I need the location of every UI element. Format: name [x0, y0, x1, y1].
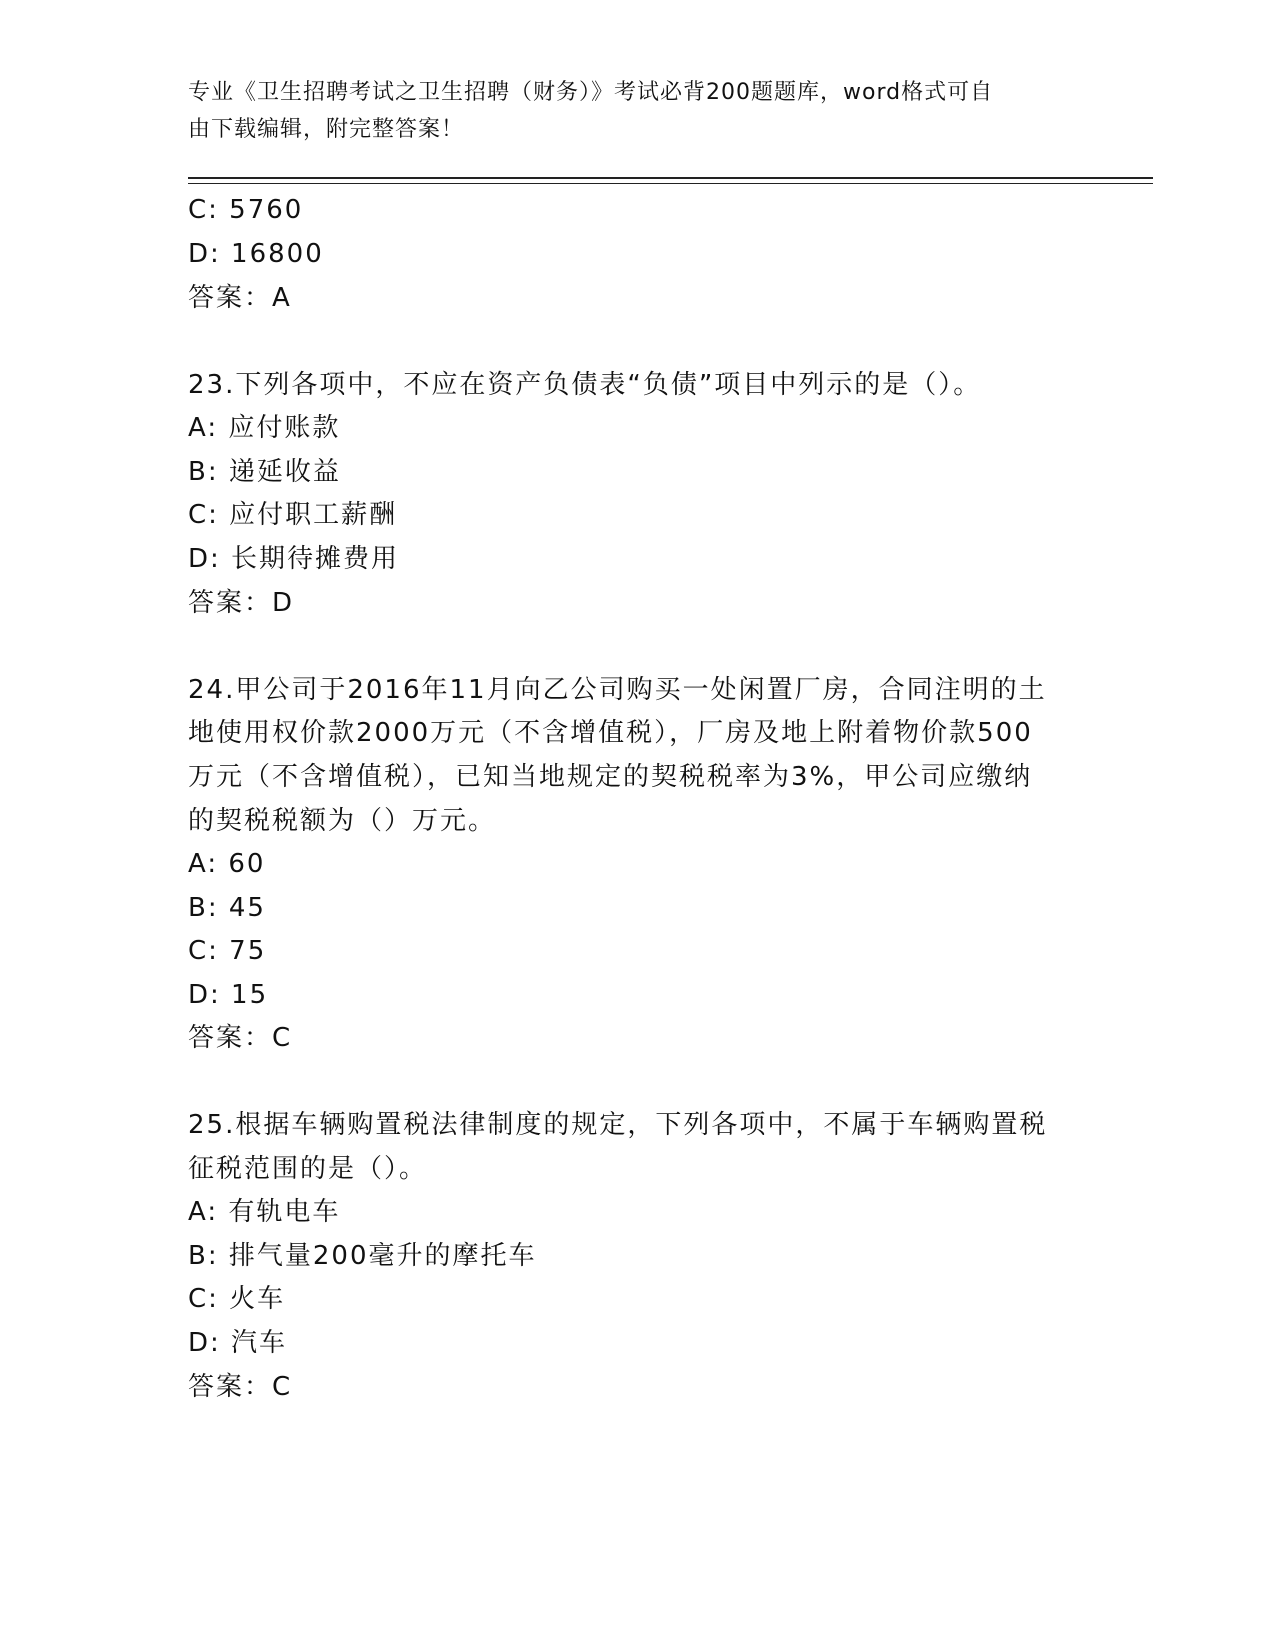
q23-stem: 23.下列各项中，不应在资产负债表“负债”项目中列示的是（）。 [188, 370, 982, 400]
document-header [188, 74, 1068, 148]
q23-option-a: A: 应付账款 [188, 413, 341, 443]
q25-stem-line-1: 25.根据车辆购置税法律制度的规定，下列各项中，不属于车辆购置税 [188, 1110, 1048, 1140]
header-rule-thin [188, 183, 1153, 184]
q24-stem-line-2: 地使用权价款2000万元（不含增值税），厂房及地上附着物价款500 [188, 718, 1033, 748]
header-rule-thick [188, 177, 1153, 179]
q24-stem-line-3: 万元（不含增值税），已知当地规定的契税税率为3%，甲公司应缴纳 [188, 762, 1033, 792]
q22-option-c: C: 5760 [188, 195, 304, 225]
q23-option-d: D: 长期待摊费用 [188, 544, 400, 574]
q25-option-a: A: 有轨电车 [188, 1197, 341, 1227]
q25-option-d: D: 汽车 [188, 1328, 288, 1358]
q22-option-d: D: 16800 [188, 239, 324, 269]
header-title-line-1: 专业《卫生招聘考试之卫生招聘（财务）》考试必背200题题库，word格式可自 [188, 80, 994, 105]
q25-stem-line-2: 征税范围的是（）。 [188, 1154, 428, 1184]
q24-option-d: D: 15 [188, 980, 269, 1010]
q24-option-c: C: 75 [188, 936, 267, 966]
q24-stem-line-4: 的契税税额为（）万元。 [188, 806, 497, 836]
q23-option-b: B: 递延收益 [188, 457, 341, 487]
q24-answer: 答案：C [188, 1023, 293, 1053]
q25-answer: 答案：C [188, 1372, 293, 1402]
q24-option-a: A: 60 [188, 849, 266, 879]
q23-answer: 答案：D [188, 588, 295, 618]
header-title-line-2: 由下载编辑，附完整答案！ [188, 117, 465, 142]
q25-option-c: C: 火车 [188, 1284, 286, 1314]
q23-option-c: C: 应付职工薪酬 [188, 500, 398, 530]
q24-stem-line-1: 24.甲公司于2016年11月向乙公司购买一处闲置厂房，合同注明的土 [188, 675, 1047, 705]
q22-answer: 答案：A [188, 283, 292, 313]
q25-option-b: B: 排气量200毫升的摩托车 [188, 1241, 537, 1271]
q24-option-b: B: 45 [188, 893, 266, 923]
